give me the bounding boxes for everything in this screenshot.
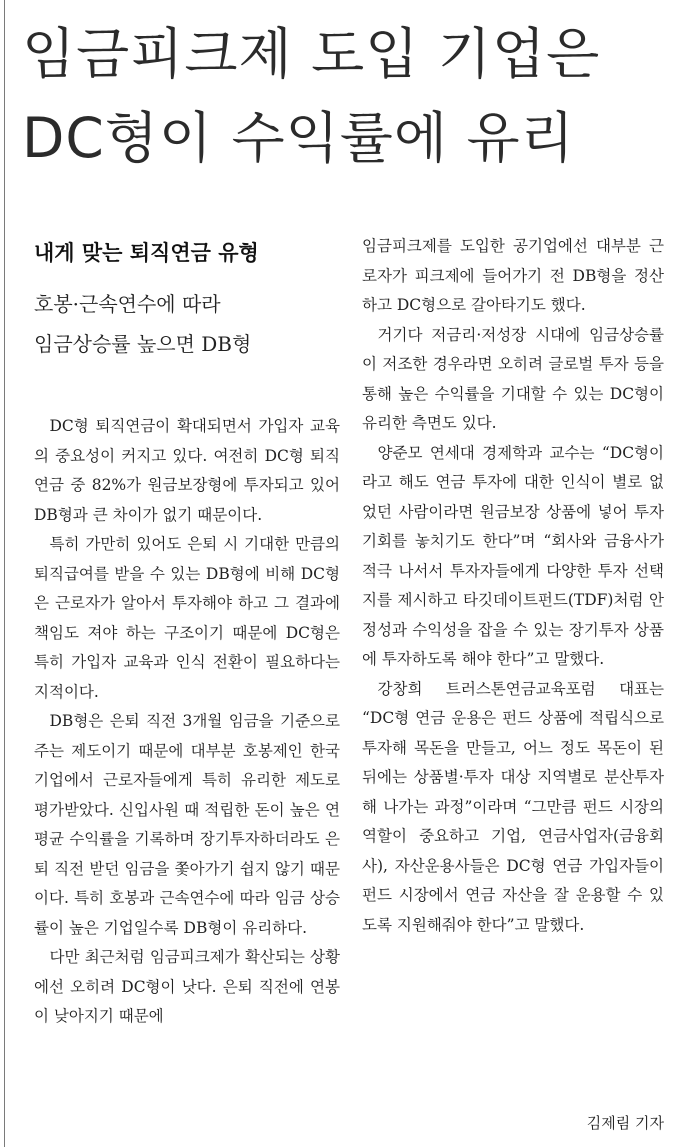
article-column-right <box>362 232 664 940</box>
paragraph: DC형 퇴직연금이 확대되면서 가입자 교육의 중요성이 커지고 있다. 여전히 DC형 퇴직연금 중 82%가 원금보장형에 투자되고 있어 DB형과 큰 차이가 없기 때문이다. <box>34 417 340 524</box>
deck-line-2: 임금상승률 높으면 DB형 <box>34 332 252 356</box>
body-text-right <box>362 232 664 940</box>
deck-line-1: 호봉·근속연수에 따라 <box>34 292 221 316</box>
deck <box>34 284 340 364</box>
paragraph: 강창희 트러스톤연금교육포럼 대표는 “DC형 연금 운용은 펀드 상품에 적립식으로 투자해 목돈을 만들고, 어느 정도 목돈이 된 뒤에는 상품별·투자 대상 지역별로 분산투자해 나가는 과정”이라며 “그만큼 펀드 시장의 역할이 중요하고 기업, 연금사업자(금융회사), 자산운용사들은 DC형 연금 가입자들이 펀드 시장에서 연금 자산을 잘 운용할 수 있도록 지원해줘야 한다”고 말했다. <box>362 679 664 934</box>
subheading: 내게 맞는 퇴직연금 유형 <box>34 241 259 265</box>
byline: 김제림 기자 <box>586 1114 664 1132</box>
paragraph: 특히 가만히 있어도 은퇴 시 기대한 만큼의 퇴직급여를 받을 수 있는 DB형에 비해 DC형은 근로자가 알아서 투자해야 하고 그 결과에 책임도 져야 하는 구조이기 때문에 DC형은 특히 가입자 교육과 인식 전환이 필요하다는 지적이다. <box>34 535 340 701</box>
column-rule <box>4 0 5 1147</box>
headline-line-1: 임금피크제 도입 기업은 <box>22 22 601 86</box>
headline-line-2: DC형이 수익률에 유리 <box>22 106 575 170</box>
paragraph: 양준모 연세대 경제학과 교수는 “DC형이라고 해도 연금 투자에 대한 인식이 별로 없었던 사람이라면 원금보장 상품에 넣어 투자 기회를 놓치기도 한다”며 “회사와 금융사가 적극 나서서 투자자들에게 다양한 투자 선택지를 제시하고 타깃데이트펀드(TDF)처럼 안정성과 수익성을 잡을 수 있는 장기투자 상품에 투자하도록 해야 한다”고 말했다. <box>362 443 664 668</box>
paragraph: 임금피크제를 도입한 공기업에선 대부분 근로자가 피크제에 들어가기 전 DB형을 정산하고 DC형으로 갈아타기도 했다. <box>362 237 664 314</box>
paragraph: DB형은 은퇴 직전 3개월 임금을 기준으로 주는 제도이기 때문에 대부분 호봉제인 한국 기업에서 근로자들에게 특히 유리한 제도로 평가받았다. 신입사원 때 적립한 돈이 높은 연평균 수익률을 기록하며 장기투자하더라도 은퇴 직전 받던 임금을 쫓아가기 쉽지 않기 때문이다. 특히 호봉과 근속연수에 따라 임금 상승률이 높은 기업일수록 DB형이 유리하다. <box>34 712 340 937</box>
headline <box>22 12 662 180</box>
paragraph: 거기다 저금리·저성장 시대에 임금상승률이 저조한 경우라면 오히려 글로벌 투자 등을 통해 높은 수익률을 기대할 수 있는 DC형이 유리한 측면도 있다. <box>362 325 664 432</box>
paragraph: 다만 최근처럼 임금피크제가 확산되는 상황에선 오히려 DC형이 낫다. 은퇴 직전에 연봉이 낮아지기 때문에 <box>34 948 340 1025</box>
body-text-left <box>34 412 340 1032</box>
article-column-left <box>34 232 340 1032</box>
